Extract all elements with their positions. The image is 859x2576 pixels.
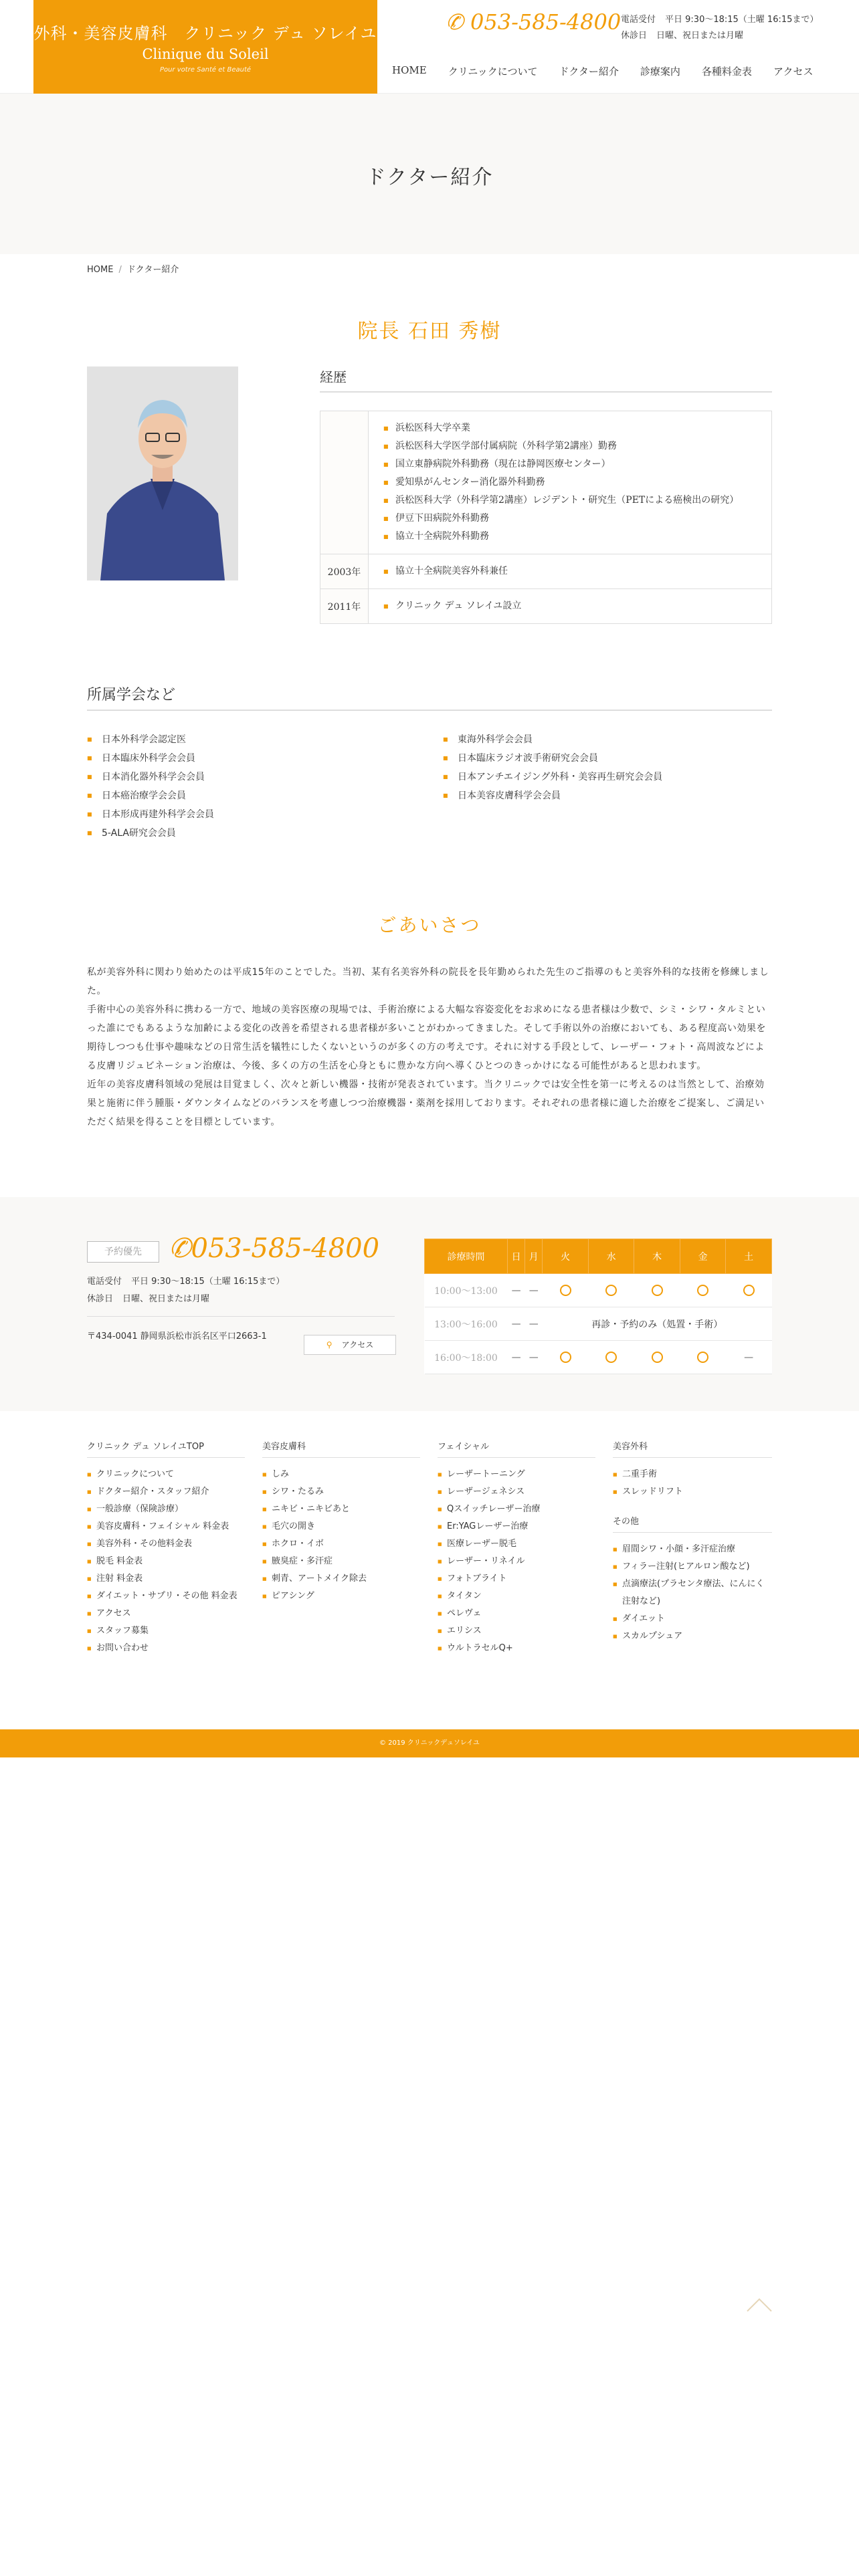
- greeting-paragraph: 近年の美容皮膚科領域の発展は目覚ましく、次々と新しい機器・技術が発表されています。当クリニックでは安全性を第一に考えるのは当然として、治療効果と施術に伴う腫脹・ダウンタイムなどのバランスを考慮しつつ治療機器・薬剤を採用しております。それぞれの患者様に適した治療をご提案し、ご満足いただく結果を得ることを目標としています。: [87, 1079, 765, 1128]
- footer-link[interactable]: ■ 点滴療法(プラセンタ療法、にんにく注射など): [613, 1576, 772, 1610]
- header-phone[interactable]: [446, 9, 621, 35]
- global-nav: [381, 64, 824, 78]
- schedule-cell-open: [680, 1274, 725, 1307]
- footer-list: [438, 1466, 595, 1657]
- header-phone-number: 053-585-4800: [470, 9, 622, 35]
- career-year-empty: [320, 411, 369, 554]
- footer-link[interactable]: ■ フォトブライト: [438, 1570, 595, 1588]
- career-table: [320, 411, 772, 624]
- career-row: [320, 554, 772, 589]
- footer-heading[interactable]: 美容外科: [613, 1439, 772, 1458]
- schedule-row: [425, 1274, 772, 1307]
- footer-col-surgery: [613, 1439, 772, 1645]
- schedule-note: 再診・予約のみ（処置・手術）: [543, 1307, 772, 1341]
- footer-link[interactable]: ■ ウルトラセルQ+: [438, 1640, 595, 1657]
- career-item: ■ 浜松医科大学卒業: [383, 419, 757, 437]
- nav-access[interactable]: アクセス: [773, 66, 814, 78]
- footer-list: [262, 1466, 420, 1605]
- footer-link[interactable]: ■ 医療レーザー脱毛: [438, 1535, 595, 1553]
- career-row: [320, 589, 772, 624]
- footer-link[interactable]: ■ タイタン: [438, 1588, 595, 1605]
- footer-link[interactable]: ■ 二重手術: [613, 1466, 772, 1483]
- career-list-cell: [369, 589, 772, 624]
- schedule-header: 火: [543, 1239, 588, 1274]
- footer-link[interactable]: ■ フィラー注射(ヒアルロン酸など): [613, 1558, 772, 1576]
- page-title-band: [0, 94, 859, 254]
- scroll-to-top-button[interactable]: [745, 2294, 773, 2314]
- open-circle-icon: [697, 1352, 708, 1363]
- schedule-cell-open: [634, 1341, 680, 1374]
- schedule-cell: —: [525, 1274, 543, 1307]
- career-item: ■ 国立東静病院外科勤務（現在は静岡医療センター）: [383, 455, 757, 473]
- association-item: ■ 日本癌治療学会会員: [87, 786, 214, 805]
- footer-col-facial: [438, 1439, 595, 1657]
- open-circle-icon: [652, 1352, 663, 1363]
- schedule-cell-open: [634, 1274, 680, 1307]
- greeting-paragraph: 私が美容外科に関わり始めたのは平成15年のことでした。当初、某有名美容外科の院長を長年勤められた先生のご指導のもと美容外科的な技術を修練しました。: [87, 967, 769, 996]
- nav-medical[interactable]: 診療案内: [640, 66, 680, 78]
- footer-link[interactable]: ■ Er:YAGレーザー治療: [438, 1518, 595, 1535]
- header-hours-info: [621, 12, 818, 44]
- hours-value: 平日 9:30〜18:15（土曜 16:15まで）: [131, 1277, 285, 1287]
- career-item: ■ 協立十全病院美容外科兼任: [383, 562, 757, 580]
- footer-link[interactable]: ■ 刺青、アートメイク除去: [262, 1570, 420, 1588]
- schedule-header: 金: [680, 1239, 725, 1274]
- footer-link[interactable]: ■ 注射 料金表: [87, 1570, 245, 1588]
- footer-heading[interactable]: フェイシャル: [438, 1439, 595, 1458]
- hours-value: 平日 9:30〜18:15（土曜 16:15まで）: [665, 15, 819, 25]
- open-circle-icon: [743, 1285, 755, 1296]
- association-item: ■ 日本外科学会認定医: [87, 730, 214, 749]
- nav-home[interactable]: HOME: [392, 64, 427, 76]
- doctor-photo: [87, 366, 238, 580]
- footer-link[interactable]: ■ 毛穴の開き: [262, 1518, 420, 1535]
- access-button[interactable]: [304, 1335, 396, 1355]
- association-item: ■ 日本アンチエイジング外科・美容再生研究会会員: [443, 768, 662, 786]
- career-year: 2011年: [320, 589, 369, 624]
- association-item: ■ 東海外科学会会員: [443, 730, 662, 749]
- association-item: ■ 日本美容皮膚科学会会員: [443, 786, 662, 805]
- footer-link[interactable]: ■ シワ・たるみ: [262, 1483, 420, 1501]
- footer-link[interactable]: ■ クリニックについて: [87, 1466, 245, 1483]
- schedule-header: 診療時間: [425, 1239, 508, 1274]
- contact-phone-number: 053-585-4800: [191, 1233, 380, 1264]
- open-circle-icon: [560, 1352, 571, 1363]
- footer-col-dermatology: [262, 1439, 420, 1605]
- schedule-header: 木: [634, 1239, 680, 1274]
- schedule-cell-open: [588, 1341, 634, 1374]
- logo-subtitle: Clinique du Soleil: [142, 46, 269, 62]
- footer-link[interactable]: ■ しみ: [262, 1466, 420, 1483]
- logo-tagline: Pour votre Santé et Beauté: [159, 66, 252, 74]
- nav-price[interactable]: 各種料金表: [701, 66, 752, 78]
- closed-label: 休診日: [621, 31, 648, 41]
- footer-link[interactable]: ■ エリシス: [438, 1622, 595, 1640]
- footer-list: [613, 1466, 772, 1501]
- association-item: ■ 5-ALA研究会会員: [87, 824, 214, 843]
- association-item: ■ 日本消化器外科学会会員: [87, 768, 214, 786]
- nav-clinic[interactable]: クリニックについて: [448, 66, 538, 78]
- career-year: 2003年: [320, 554, 369, 589]
- footer-link[interactable]: ■ スタッフ募集: [87, 1622, 245, 1640]
- open-circle-icon: [652, 1285, 663, 1296]
- nav-doctor[interactable]: ドクター紹介: [559, 66, 619, 78]
- open-circle-icon: [605, 1352, 617, 1363]
- footer-link[interactable]: ■ アクセス: [87, 1605, 245, 1622]
- footer-heading[interactable]: クリニック デュ ソレイユTOP: [87, 1439, 245, 1458]
- contact-hours-info: [87, 1273, 284, 1308]
- closed-value: 日曜、祝日または月曜: [656, 31, 744, 41]
- footer-link[interactable]: ■ ダイエット: [613, 1610, 772, 1628]
- footer-link[interactable]: ■ 眉間シワ・小顔・多汗症治療: [613, 1541, 772, 1558]
- open-circle-icon: [697, 1285, 708, 1296]
- schedule-time: 16:00〜18:00: [425, 1341, 508, 1374]
- footer-link[interactable]: ■ 腋臭症・多汗症: [262, 1553, 420, 1570]
- footer-link[interactable]: ■ ダイエット・サプリ・その他 料金表: [87, 1588, 245, 1605]
- closed-value: 日曜、祝日または月曜: [122, 1294, 210, 1304]
- association-item: ■ 日本臨床ラジオ波手術研究会会員: [443, 749, 662, 768]
- schedule-header-row: [425, 1239, 772, 1274]
- phone-icon: ✆: [446, 9, 464, 35]
- footer-link[interactable]: ■ 美容皮膚科・フェイシャル 料金表: [87, 1518, 245, 1535]
- schedule-cell-open: [543, 1274, 588, 1307]
- footer-heading[interactable]: その他: [613, 1514, 772, 1533]
- schedule-cell-open: [726, 1274, 772, 1307]
- footer-link[interactable]: ■ レーザートーニング: [438, 1466, 595, 1483]
- doctor-portrait-image: [87, 366, 238, 580]
- footer-link[interactable]: ■ レーザージェネシス: [438, 1483, 595, 1501]
- career-item: ■ 浜松医科大学医学部付属病院（外科学第2講座）勤務: [383, 437, 757, 455]
- footer-link[interactable]: ■ お問い合わせ: [87, 1640, 245, 1657]
- footer-list: [613, 1541, 772, 1645]
- schedule-cell: —: [525, 1307, 543, 1341]
- breadcrumb-home[interactable]: HOME: [87, 265, 114, 275]
- site-logo[interactable]: [33, 0, 377, 94]
- schedule-cell-open: [680, 1341, 725, 1374]
- schedule-cell-open: [543, 1341, 588, 1374]
- schedule-cell-open: [588, 1274, 634, 1307]
- schedule-row: [425, 1307, 772, 1341]
- footer-col-clinic: [87, 1439, 245, 1657]
- schedule-time: 10:00〜13:00: [425, 1274, 508, 1307]
- schedule-row: [425, 1341, 772, 1374]
- greeting-heading: ごあいさつ: [377, 914, 482, 936]
- footer-link[interactable]: ■ ホクロ・イボ: [262, 1535, 420, 1553]
- footer-link[interactable]: ■ スカルプシュア: [613, 1628, 772, 1645]
- schedule-cell: —: [508, 1341, 525, 1374]
- career-list-cell: [369, 554, 772, 589]
- breadcrumb-separator: /: [118, 265, 122, 275]
- schedule-header: 月: [525, 1239, 543, 1274]
- site-header: [0, 0, 859, 94]
- footer-list: [87, 1466, 245, 1657]
- footer-link[interactable]: ■ ニキビ・ニキビあと: [262, 1501, 420, 1518]
- footer-link[interactable]: ■ スレッドリフト: [613, 1483, 772, 1501]
- page-title: ドクター紹介: [365, 166, 494, 189]
- footer-link[interactable]: ■ 一般診療（保険診療）: [87, 1501, 245, 1518]
- footer-link[interactable]: ■ 美容外科・その他料金表: [87, 1535, 245, 1553]
- open-circle-icon: [560, 1285, 571, 1296]
- career-item: ■ 愛知県がんセンター消化器外科勤務: [383, 473, 757, 492]
- schedule-header: 水: [588, 1239, 634, 1274]
- footer-link[interactable]: ■ 脱毛 料金表: [87, 1553, 245, 1570]
- phone-icon: ✆: [169, 1233, 191, 1264]
- access-button-label: アクセス: [341, 1340, 374, 1350]
- schedule-cell: —: [726, 1341, 772, 1374]
- career-list: [383, 419, 757, 546]
- breadcrumb-current: ドクター紹介: [126, 265, 179, 275]
- footer-link[interactable]: ■ ペレヴェ: [438, 1605, 595, 1622]
- logo-title: 外科・美容皮膚科 クリニック デュ ソレイユ: [33, 24, 377, 43]
- association-item: ■ 日本形成再建外科学会会員: [87, 805, 214, 824]
- schedule-cell: —: [508, 1307, 525, 1341]
- career-list-cell: [369, 411, 772, 554]
- copyright-bar: © 2019 クリニックデュソレイユ: [0, 1729, 859, 1757]
- career-item: ■ 伊豆下田病院外科勤務: [383, 510, 757, 528]
- schedule-header: 土: [726, 1239, 772, 1274]
- doctor-name: 院長 石田 秀樹: [357, 320, 502, 343]
- footer-link[interactable]: ■ ドクター紹介・スタッフ紹介: [87, 1483, 245, 1501]
- contact-phone[interactable]: [169, 1233, 379, 1264]
- footer-heading[interactable]: 美容皮膚科: [262, 1439, 420, 1458]
- association-item: ■ 日本臨床外科学会会員: [87, 749, 214, 768]
- associations-list-right: [443, 730, 662, 805]
- schedule-cell: —: [525, 1341, 543, 1374]
- chevron-up-icon: [745, 2294, 773, 2314]
- breadcrumb: [87, 262, 179, 275]
- closed-label: 休診日: [87, 1294, 114, 1304]
- schedule-time: 13:00〜16:00: [425, 1307, 508, 1341]
- schedule-cell: —: [508, 1274, 525, 1307]
- schedule-header: 日: [508, 1239, 525, 1274]
- associations-list-left: [87, 730, 214, 843]
- hours-label: 電話受付: [621, 15, 656, 25]
- career-item: ■ クリニック デュ ソレイユ設立: [383, 597, 757, 615]
- career-item: ■ 協立十全病院外科勤務: [383, 528, 757, 546]
- schedule-table: [424, 1239, 772, 1374]
- greeting-body: [87, 963, 772, 1132]
- greeting-paragraph: 手術中心の美容外科に携わる一方で、地域の美容医療の現場では、手術治療による大幅な容姿変化をお求めになる患者様は少数で、シミ・シワ・タルミといった誰にでもあるような加齢による変化の改善を希望される患者様が多いことがわかってきました。そして手術以外の治療においても、ある程度高い効果を期待しつつも仕事や趣味などの日常生活を犠牲にしたくないというのが多くの方の考えです。それに対する手段として、レーザー・フォト・高周波などによる皮膚リジュビネーション治療は、今後、多くの方の生活を心身ともに豊かな方向へ導くひとつのきっかけになる可能性があると思われます。: [87, 1004, 766, 1071]
- career-row: [320, 411, 772, 554]
- map-pin-icon: ⚲: [326, 1340, 332, 1350]
- career-item: ■ 浜松医科大学（外科学第2講座）レジデント・研究生（PETによる癌検出の研究）: [383, 492, 757, 510]
- career-heading: 経歴: [320, 366, 772, 393]
- contact-divider: [87, 1316, 395, 1317]
- footer-link[interactable]: ■ レーザー・リネイル: [438, 1553, 595, 1570]
- footer-link[interactable]: ■ Qスイッチレーザー治療: [438, 1501, 595, 1518]
- reservation-badge: 予約優先: [87, 1241, 159, 1263]
- open-circle-icon: [605, 1285, 617, 1296]
- associations-heading: 所属学会など: [87, 683, 772, 711]
- clinic-address: 〒434-0041 静岡県浜松市浜名区平口2663-1: [87, 1331, 267, 1341]
- hours-label: 電話受付: [87, 1277, 122, 1287]
- footer-link[interactable]: ■ ピアシング: [262, 1588, 420, 1605]
